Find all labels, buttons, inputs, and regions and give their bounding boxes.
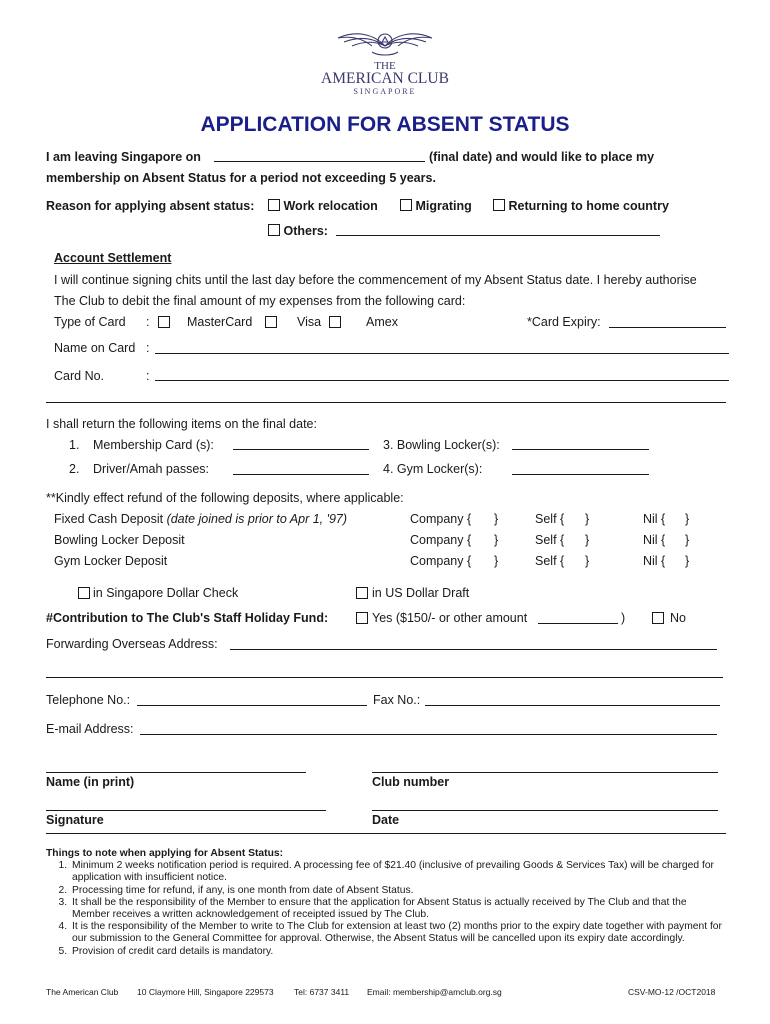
date-label: Date [372, 813, 400, 827]
address-label: Forwarding Overseas Address: [46, 637, 218, 651]
fixed-self-close: } [585, 512, 590, 526]
bowling-nil-close: } [685, 533, 690, 547]
contribution-no-label: No [670, 611, 686, 625]
account-text1: I will continue signing chits until the last day before the commencement of my Absent Status date. I hereby authorise [54, 273, 697, 287]
checkbox-icon [268, 199, 280, 211]
note-item: 3. It shall be the responsibility of the Member to ensure that the application for Absent Status is actually received by The Club and that the Member receives a written acknowledgement of receipted issued by The Club. [70, 897, 726, 921]
checkbox-sgd-icon[interactable] [78, 587, 90, 599]
gym-nil[interactable]: Nil { [643, 554, 666, 568]
card-type-colon: : [146, 315, 150, 329]
card-no-field[interactable] [155, 380, 729, 381]
bowling-locker-field[interactable] [512, 449, 649, 450]
address-field-2[interactable] [46, 677, 723, 678]
footer-email[interactable]: Email: membership@amclub.org.sg [367, 987, 502, 997]
name-on-card-field[interactable] [155, 353, 729, 354]
refund-sgd-label: in Singapore Dollar Check [93, 586, 239, 600]
club-number-field[interactable] [372, 772, 718, 773]
note-item: 4. It is the responsibility of the Member to write to The Club for extension at least two (2) months prior to the expiry date together with payment for our submission to the General Committee for approval. Otherwise, the Absent Status will be cancelled upon its expiry date accordingly. [70, 921, 726, 945]
signature-field[interactable] [46, 810, 326, 811]
logo-singapore: SINGAPORE [353, 87, 417, 96]
note-item: 2. Processing time for refund, if any, is one month from date of Absent Status. [70, 885, 726, 897]
deposit-row-fixed: Fixed Cash Deposit (date joined is prior to Apr 1, '97) [54, 512, 348, 526]
bowling-company-close: } [494, 533, 499, 547]
checkbox-icon [493, 199, 505, 211]
fixed-company-close: } [494, 512, 499, 526]
card-amex: Amex [366, 315, 398, 329]
bowling-nil[interactable]: Nil { [643, 533, 666, 547]
final-date-field[interactable] [214, 161, 425, 162]
card-no-colon: : [146, 369, 150, 383]
membership-card-field[interactable] [233, 449, 369, 450]
bowling-self[interactable]: Self { [535, 533, 565, 547]
signature-label: Signature [46, 813, 104, 827]
card-expiry-label: *Card Expiry: [527, 315, 601, 329]
email-field[interactable] [140, 734, 717, 735]
checkbox-icon [400, 199, 412, 211]
club-number-label: Club number [372, 775, 450, 789]
fax-label: Fax No.: [373, 693, 421, 707]
name-print-label: Name (in print) [46, 775, 135, 789]
deposit-row-gym: Gym Locker Deposit [54, 554, 168, 568]
membership-card-label: Membership Card (s): [93, 438, 214, 452]
return-num-1: 1. [69, 438, 80, 452]
gym-company[interactable]: Company { [410, 554, 472, 568]
fax-field[interactable] [425, 705, 720, 706]
reason-option-work[interactable]: Work relocation [268, 199, 378, 213]
name-print-field[interactable] [46, 772, 306, 773]
name-on-card-label: Name on Card [54, 341, 136, 355]
contribution-amount-field[interactable] [538, 623, 618, 624]
bowling-company[interactable]: Company { [410, 533, 472, 547]
notes-section [46, 848, 726, 958]
checkbox-no-icon[interactable] [652, 612, 664, 624]
account-heading: Account Settlement [54, 251, 172, 265]
notes-heading: Things to note when applying for Absent Status: [46, 848, 284, 859]
fixed-nil-close: } [685, 512, 690, 526]
section-divider [46, 402, 726, 403]
reason-option-migrating[interactable]: Migrating [400, 199, 472, 213]
others-field[interactable] [336, 235, 660, 236]
gym-locker-field[interactable] [512, 474, 649, 475]
name-on-card-colon: : [146, 341, 150, 355]
card-expiry-field[interactable] [609, 327, 726, 328]
bowling-self-close: } [585, 533, 590, 547]
return-num-2: 2. [69, 462, 80, 476]
refund-usd-label: in US Dollar Draft [372, 586, 470, 600]
address-field-1[interactable] [230, 649, 717, 650]
driver-passes-label: Driver/Amah passes: [93, 462, 210, 476]
checkbox-amex-icon[interactable] [329, 316, 341, 328]
note-item: 1. Minimum 2 weeks notification period is required. A processing fee of $21.40 (inclusive of prevailing Goods & Services Tax) will be charged for application with insufficient notice. [70, 860, 726, 884]
email-label: E-mail Address: [46, 722, 134, 736]
driver-passes-field[interactable] [233, 474, 369, 475]
contribution-yes-label: Yes ($150/- or other amount [372, 611, 528, 625]
logo-the: THE [374, 60, 396, 72]
reason-option-others[interactable]: Others: [268, 224, 328, 238]
footer-club: The American Club [46, 987, 119, 997]
gym-self[interactable]: Self { [535, 554, 565, 568]
card-visa: Visa [297, 315, 322, 329]
checkbox-yes-icon[interactable] [356, 612, 368, 624]
deposit-row-bowling: Bowling Locker Deposit [54, 533, 185, 547]
telephone-field[interactable] [137, 705, 367, 706]
contribution-label: #Contribution to The Club's Staff Holiday Fund: [46, 611, 329, 625]
intro-part1: I am leaving Singapore on [46, 150, 201, 164]
date-field[interactable] [372, 810, 718, 811]
notes-divider [46, 833, 726, 834]
deposits-heading: **Kindly effect refund of the following deposits, where applicable: [46, 491, 404, 505]
footer-form-code: CSV-MO-12 /OCT2018 [628, 987, 716, 997]
gym-company-close: } [494, 554, 499, 568]
gym-locker-label: 4. Gym Locker(s): [383, 462, 483, 476]
gym-self-close: } [585, 554, 590, 568]
intro-line2: membership on Absent Status for a period not exceeding 5 years. [46, 171, 436, 185]
fixed-nil[interactable]: Nil { [643, 512, 666, 526]
checkbox-icon [268, 224, 280, 236]
footer-address: 10 Claymore Hill, Singapore 229573 [137, 987, 274, 997]
checkbox-mastercard-icon[interactable] [158, 316, 170, 328]
bowling-locker-label: 3. Bowling Locker(s): [383, 438, 500, 452]
return-heading: I shall return the following items on the final date: [46, 417, 317, 431]
footer-tel: Tel: 6737 3411 [294, 987, 350, 997]
card-type-label: Type of Card [54, 315, 126, 329]
account-text2: The Club to debit the final amount of my expenses from the following card: [54, 294, 466, 308]
note-item: 5. Provision of credit card details is mandatory. [70, 946, 726, 958]
checkbox-usd-icon[interactable] [356, 587, 368, 599]
reason-label: Reason for applying absent status: [46, 199, 255, 213]
page-title: APPLICATION FOR ABSENT STATUS [200, 113, 570, 136]
gym-nil-close: } [685, 554, 690, 568]
reason-option-home[interactable]: Returning to home country [493, 199, 669, 213]
card-no-label: Card No. [54, 369, 105, 383]
contribution-close: ) [621, 611, 626, 625]
fixed-self[interactable]: Self { [535, 512, 565, 526]
logo-club-name: AMERICAN CLUB [321, 70, 449, 87]
telephone-label: Telephone No.: [46, 693, 131, 707]
card-mastercard: MasterCard [187, 315, 253, 329]
fixed-company[interactable]: Company { [410, 512, 472, 526]
intro-part2: (final date) and would like to place my [429, 150, 655, 164]
checkbox-visa-icon[interactable] [265, 316, 277, 328]
eagle-logo-icon [334, 26, 436, 60]
